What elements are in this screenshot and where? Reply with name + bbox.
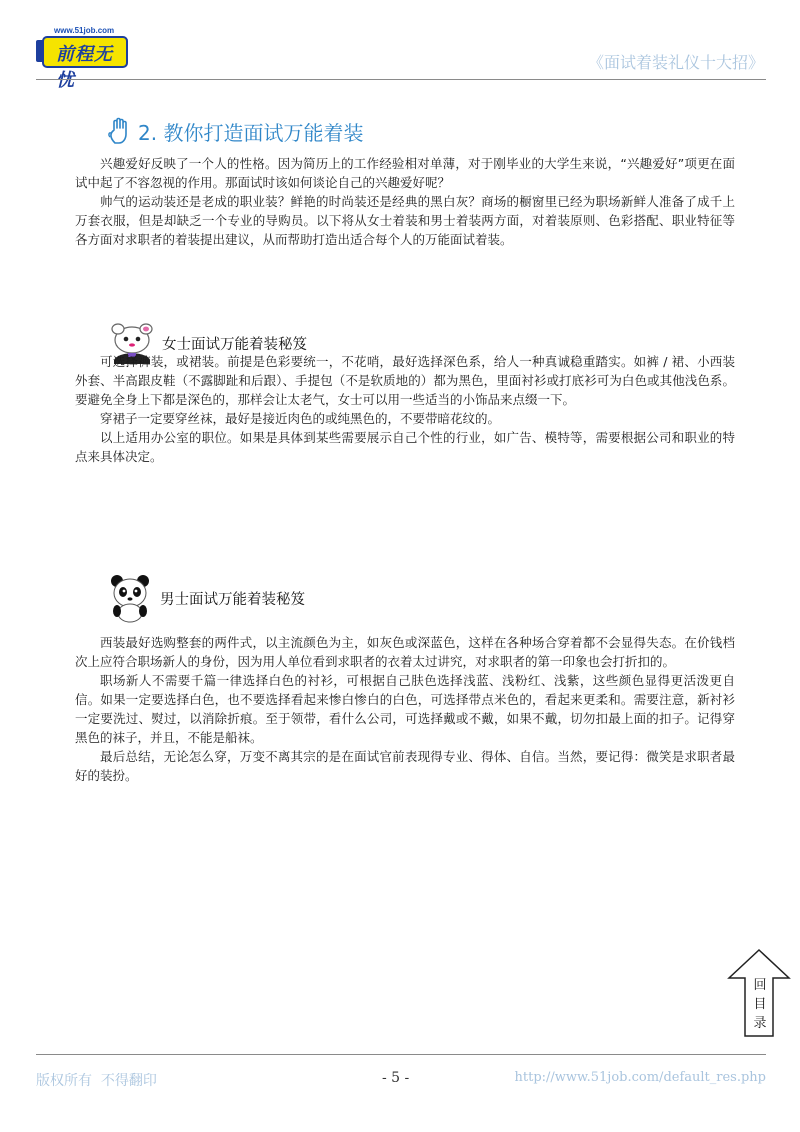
section-heading	[106, 114, 363, 148]
intro-paragraph-2: 帅气的运动装还是老成的职业装？鲜艳的时尚装还是经典的黑白灰？商场的橱窗里已经为职场新鲜人准备了成千上万套衣服，但是却缺乏一个专业的导购员。以下将从女士着装和男士着装两方面，对着装原则、色彩搭配、职业特征等各方面对求职者的着装提出建议，从而帮助打造出适合每个人的万能面试着装。	[75, 194, 735, 247]
men-paragraph-3: 最后总结，无论怎么穿，万变不离其宗的是在面试官前表现得专业、得体、自信。当然，要记得：微笑是求职者最好的装扮。	[75, 749, 735, 783]
document-title: 《面试着装礼仪十大招》	[587, 53, 764, 72]
section-title-text: 2. 教你打造面试万能着装	[138, 120, 364, 145]
page-number: - 5 -	[382, 1070, 410, 1086]
page-header	[0, 0, 800, 91]
copyright-text: 版权所有 不得翻印	[36, 1073, 157, 1089]
men-paragraph-2: 职场新人不需要千篇一律选择白色的衬衫，可根据自己肤色选择浅蓝、浅粉红、浅紫，这些颜色显得更活泼更自信。如果一定要选择白色，也不要选择看起来惨白惨白的白色，可选择带点米色的，看起来更柔和。需要注意，新衬衫一定要洗过、熨过，以消除折痕。至于领带，看什么公司，可选择戴或不戴，如果不戴，切勿扣最上面的扣子。记得穿黑色的袜子，并且，不能是船袜。	[75, 673, 735, 745]
hand-icon	[106, 116, 136, 146]
intro-paragraph-1: 兴趣爱好反映了一个人的性格。因为简历上的工作经验相对单薄，对于刚毕业的大学生来说，“兴趣爱好”项更在面试中起了不容忽视的作用。那面试时该如何谈论自己的兴趣爱好呢？	[75, 156, 735, 190]
footer-url-link[interactable]: http://www.51job.com/default_res.php	[514, 1070, 766, 1085]
logo-box	[42, 36, 128, 91]
nav-char-2: 目	[753, 997, 767, 1012]
women-paragraph-3: 以上适用办公室的职位。如果是具体到某些需要展示自己个性的行业，如广告、模特等，需要根据公司和职业的特点来具体决定。	[75, 430, 735, 464]
logo-text: 前程无忧	[56, 44, 113, 91]
panda-icon	[106, 573, 154, 623]
nav-char-1: 回	[753, 978, 767, 993]
men-paragraph-1: 西装最好选购整套的两件式，以主流颜色为主，如灰色或深蓝色，这样在各种场合穿着都不会显得失态。在价钱档次上应符合职场新人的身份，因为用人单位看到求职者的衣着太过讲究，对求职者的第一印象也会打折扣的。	[75, 635, 735, 669]
women-heading-text: 女士面试万能着装秘笈	[162, 336, 307, 353]
nav-char-3: 录	[753, 1016, 767, 1031]
header-divider	[36, 79, 766, 80]
logo-url: www.51job.com	[54, 26, 115, 35]
women-paragraph-2: 穿裙子一定要穿丝袜，最好是接近肉色的或纯黑色的，不要带暗花纹的。	[100, 411, 501, 426]
men-heading	[106, 573, 305, 623]
men-block	[75, 633, 735, 785]
women-block	[75, 352, 735, 466]
back-to-contents-button[interactable]	[727, 948, 791, 1038]
women-paragraph-1: 可选择裤装，或裙装。前提是色彩要统一，不花哨，最好选择深色系，给人一种真诚稳重踏实。如裤 / 裙、小西装外套、半高跟皮鞋（不露脚趾和后跟）、手提包（不是软质地的）都为黑色，里面衬衫或打底衫可为白色或其他浅色系。要避免全身上下都是深色的，那样会让太老气，女士可以用一些适当的小饰品来点缀一下。	[75, 354, 735, 407]
men-heading-text: 男士面试万能着装秘笈	[160, 591, 305, 608]
footer-divider	[36, 1054, 766, 1055]
51job-logo[interactable]	[36, 26, 128, 91]
intro-block	[75, 154, 735, 249]
